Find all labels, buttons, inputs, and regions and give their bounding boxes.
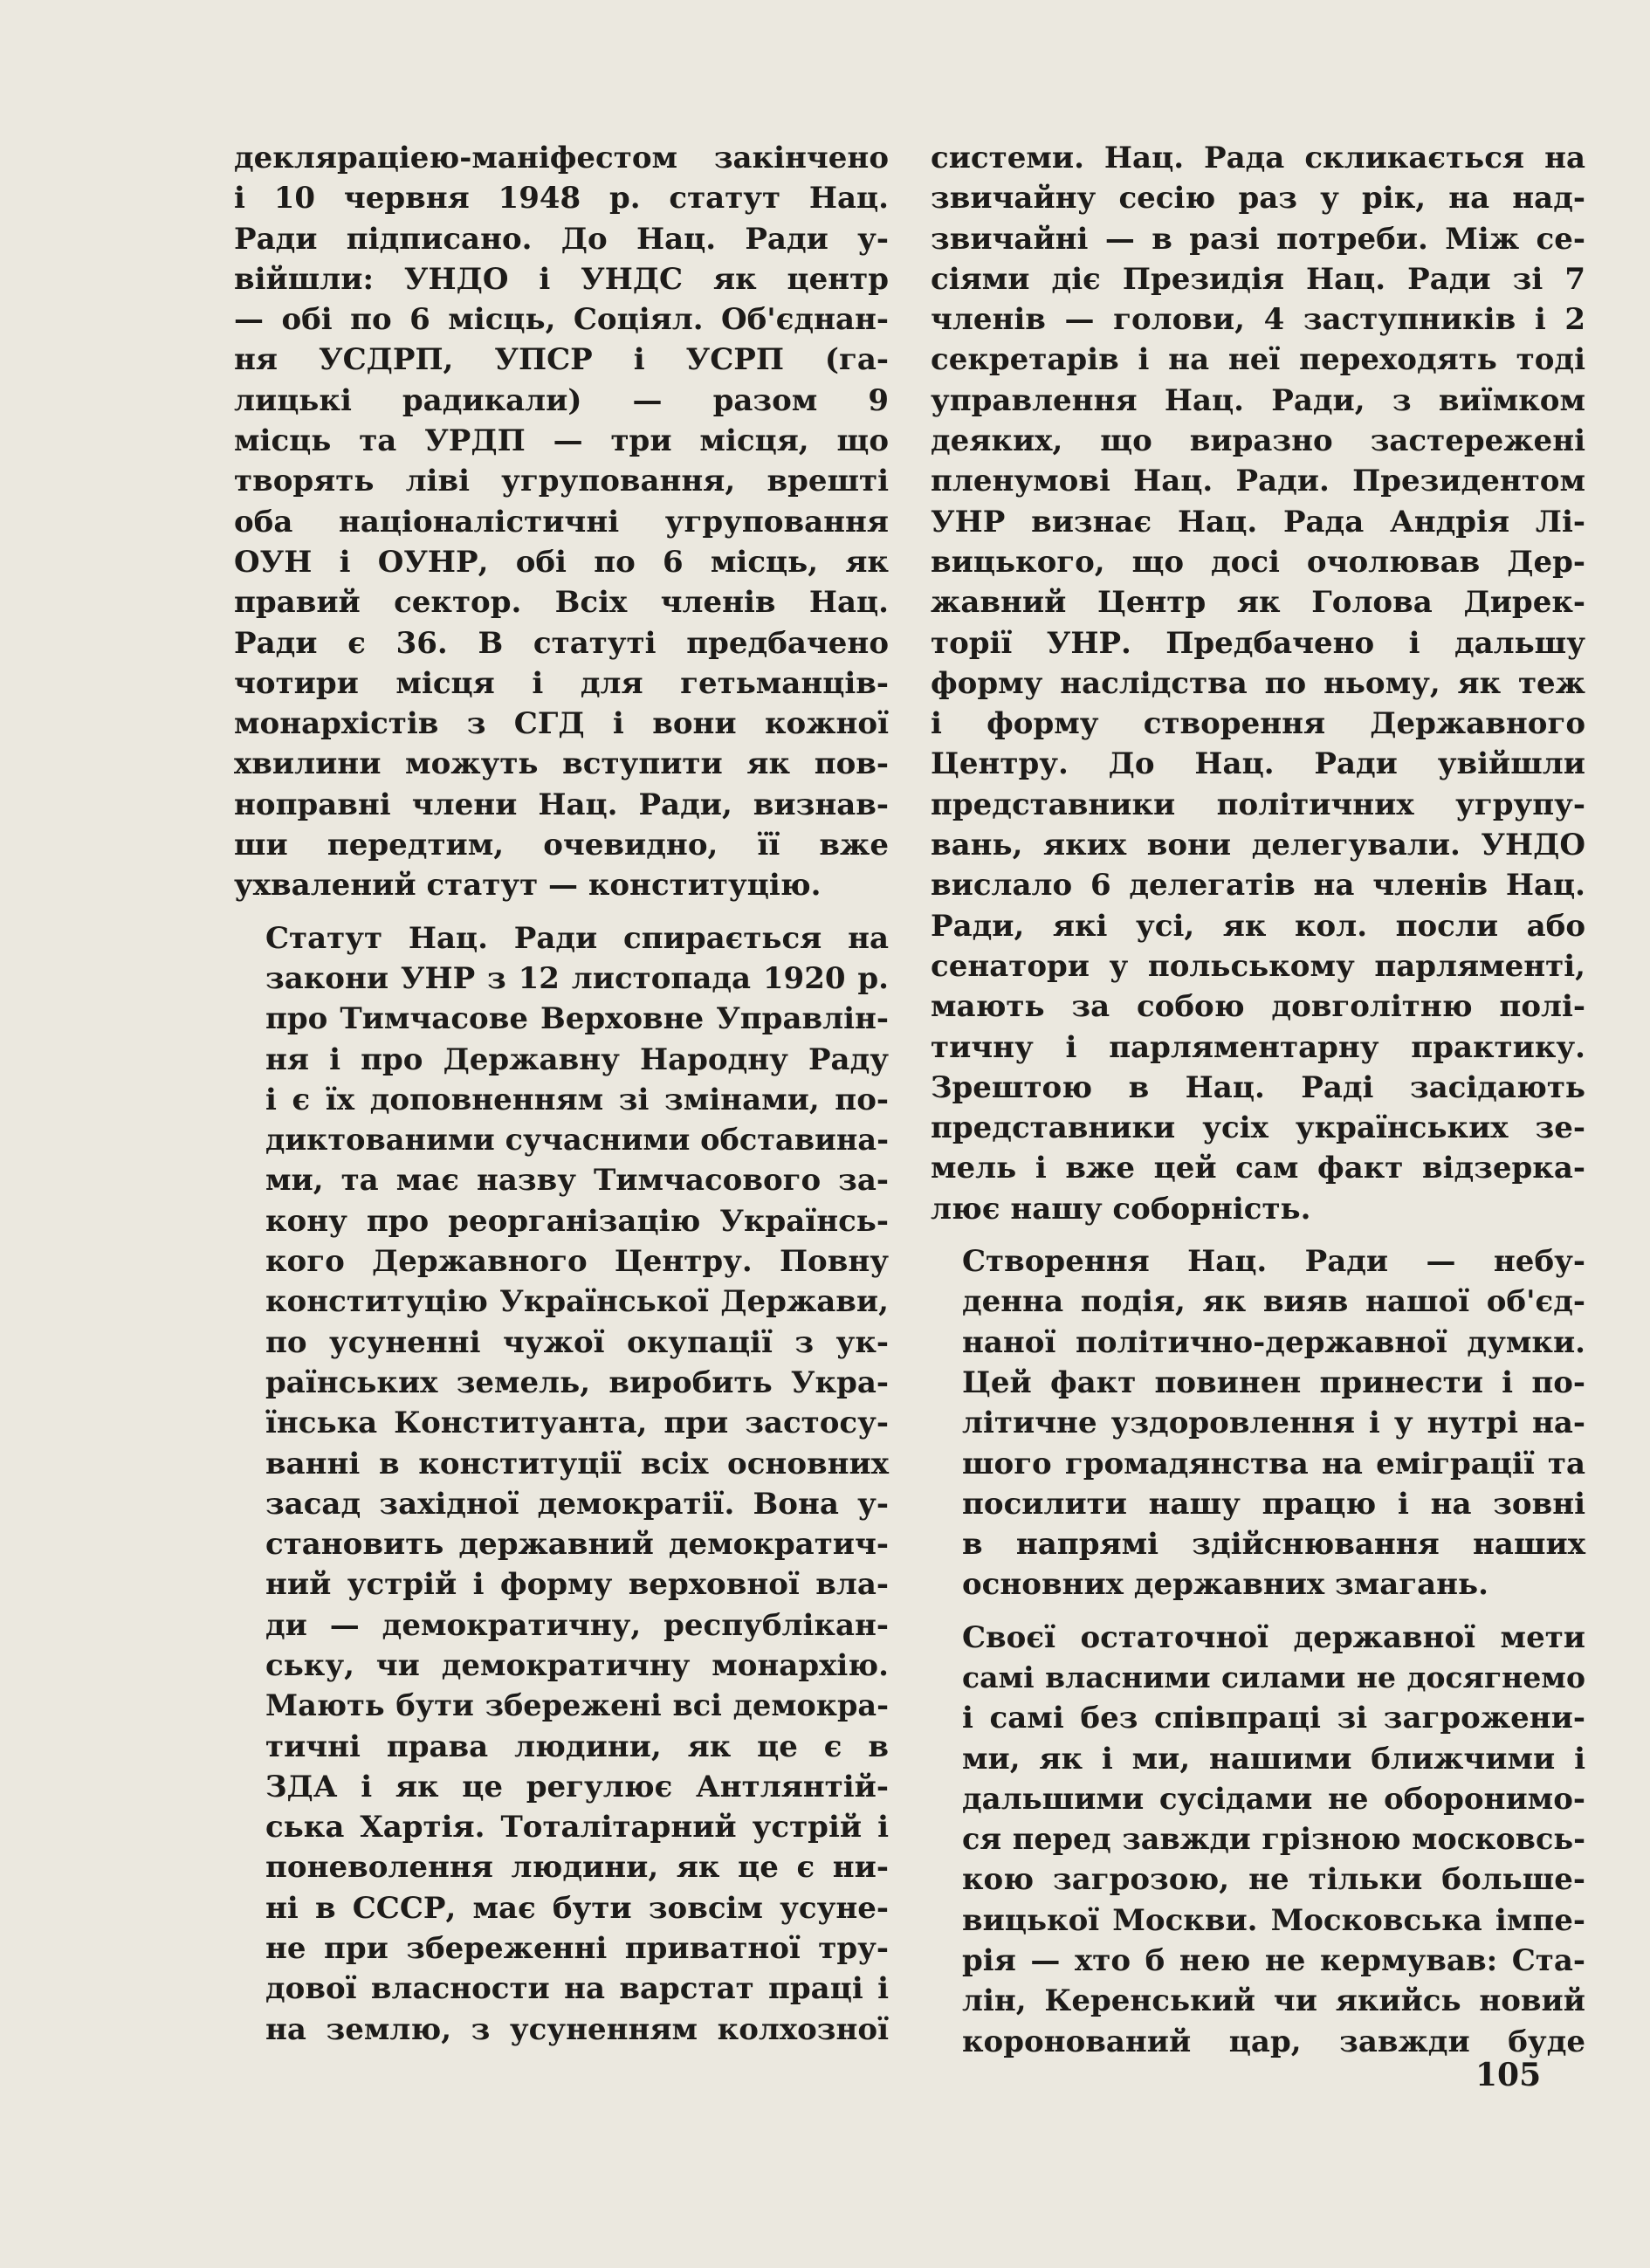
text-line: хвилини можуть вступити як пов- <box>234 746 889 782</box>
text-line: на землю, з усуненням колхозної <box>265 2011 889 2047</box>
right-column <box>931 138 1585 2062</box>
text-line: тичні права людини, як це є в <box>265 1728 889 1764</box>
text-line: ську, чи демократичну монархію. <box>265 1647 889 1683</box>
text-line: мель і вже цей сам факт відзеркa- <box>931 1151 1585 1186</box>
text-line: літичне уздоровлення і у нутрі на- <box>962 1405 1585 1441</box>
text-line: торії УНР. Предбачено і дальшу <box>931 625 1585 661</box>
text-line: дальшими сусідами не оборонимо- <box>962 1781 1585 1817</box>
text-line: ми, та має назву Тимчасового за- <box>265 1163 889 1199</box>
text-line: диктованими сучасними обставина- <box>265 1123 889 1158</box>
text-line: наної політично-державної думки. <box>962 1324 1585 1360</box>
text-line: ди — демократичну, республікан- <box>265 1607 889 1643</box>
text-line: закони УНР з 12 листопада 1920 р. <box>265 960 889 996</box>
text-line: ноправні члени Нац. Ради, визнав- <box>234 787 889 822</box>
text-line: поневолення людини, як це є ни- <box>265 1850 889 1886</box>
text-line: не при збереженні приватної тру- <box>265 1931 889 1967</box>
text-line: вицького, що досі очолював Дер- <box>931 544 1585 580</box>
text-line: монархістів з СГД і вони кожної <box>234 706 889 742</box>
text-line: вислало 6 делегатів на членів Нац. <box>931 868 1585 904</box>
text-line: системи. Нац. Рада скликається на <box>931 141 1585 175</box>
text-line: і самі без співпраці зі загрожени- <box>962 1701 1585 1736</box>
text-line: дової власности на варстат праці і <box>265 1971 889 2007</box>
text-line: чотири місця і для гетьманців- <box>234 665 889 701</box>
paragraph <box>931 138 1585 1229</box>
text-line: основних державних змагань. <box>962 1567 1488 1603</box>
paragraph <box>931 1241 1585 1605</box>
text-line: ний устрій і форму верховної вла- <box>265 1567 889 1603</box>
text-line: пленумові Нац. Ради. Президентом <box>931 464 1585 499</box>
text-line: представники усіх українських зе- <box>931 1110 1585 1146</box>
text-line: мають за собою довголітню полі- <box>931 989 1585 1025</box>
text-line: ня УСДРП, УПСР і УСРП (га- <box>234 342 889 378</box>
text-line: ЗДА і як це регулює Антлянтій- <box>265 1769 889 1804</box>
text-line: кону про реорганізацію Українсь- <box>265 1203 889 1239</box>
text-line: раїнських земель, виробить Укра- <box>265 1364 889 1400</box>
paragraph <box>234 918 889 2050</box>
text-line: про Тимчасове Верховне Управлін- <box>265 1001 889 1037</box>
text-line: творять ліві угруповання, врешті <box>234 464 889 499</box>
text-line: звичайну сесію раз у рік, на над- <box>931 181 1585 216</box>
text-line: декляраціею-маніфестом закінчено <box>234 141 889 175</box>
text-line: представники політичних угрупу- <box>931 787 1585 822</box>
text-line: правий сектор. Всіх членів Нац. <box>234 585 889 621</box>
text-line: УНР визнає Нац. Рада Андрія Лі- <box>931 504 1585 540</box>
text-line: сенатори у польському парляменті, <box>931 948 1585 984</box>
text-line: управлення Нац. Ради, з виїмком <box>931 382 1585 418</box>
text-line: оба націоналістичні угруповання <box>234 504 889 540</box>
text-line: рія — хто б нею не кермував: Ста- <box>962 1943 1585 1979</box>
text-line: засад західної демократії. Вона у- <box>265 1486 889 1522</box>
text-line: Центру. До Нац. Ради увійшли <box>931 746 1585 782</box>
text-line: Мають бути збережені всі демокра- <box>265 1688 889 1723</box>
text-line: ОУН і ОУНР, обі по 6 місць, як <box>234 544 889 580</box>
text-line: Ради є 36. В статуті предбачено <box>234 625 889 661</box>
text-line: кого Державного Центру. Повну <box>265 1244 889 1280</box>
text-line: звичайні — в разі потреби. Між се- <box>931 221 1585 257</box>
text-line: Цей факт повинен принести і по- <box>962 1364 1585 1400</box>
text-line: секретарів і на неї переходять тоді <box>931 342 1585 378</box>
text-line: тичну і парляментарну практику. <box>931 1029 1585 1065</box>
text-line: — обі по 6 місць, Соціял. Об'єднан- <box>234 302 889 338</box>
text-line: ухвалений статут — конституцію. <box>234 868 822 904</box>
text-line: членів — голови, 4 заступників і 2 <box>931 302 1585 338</box>
text-line: і форму створення Державного <box>931 706 1585 742</box>
text-line: денна подія, як вияв нашої об'єд- <box>962 1284 1585 1320</box>
text-line: Ради, які усі, як кол. посли або <box>931 908 1585 944</box>
left-column <box>234 138 889 2050</box>
text-line: ська Хартія. Тоталітарний устрій і <box>265 1810 889 1845</box>
text-line: ми, як і ми, нашими ближчими і <box>962 1741 1585 1777</box>
text-line: самі власними силами не досягнемо <box>962 1660 1585 1694</box>
text-line: жавний Центр як Голова Дирек- <box>931 585 1585 621</box>
text-line: форму наслідства по ньому, як теж <box>931 665 1585 701</box>
text-line: деяких, що виразно застережені <box>931 423 1585 459</box>
text-line: місць та УРДП — три місця, що <box>234 423 889 459</box>
text-line: сіями діє Президія Нац. Ради зі 7 <box>931 261 1585 297</box>
text-line: лює нашу соборність. <box>931 1191 1311 1227</box>
text-line: конституцію Української Держави, <box>265 1284 889 1320</box>
text-line: шого громадянства на еміграції та <box>962 1446 1585 1481</box>
text-line: по усуненні чужої окупації з ук- <box>265 1324 889 1360</box>
text-line: їнська Конституанта, при застосу- <box>265 1405 889 1441</box>
text-line: становить державний демократич- <box>265 1527 889 1563</box>
paragraph <box>234 138 889 906</box>
text-line: посилити нашу працю і на зовні <box>962 1486 1585 1522</box>
text-line: ня і про Державну Народну Раду <box>265 1041 889 1077</box>
text-line: ванні в конституції всіх основних <box>265 1446 889 1481</box>
text-line: вицької Москви. Московська імпе- <box>962 1902 1585 1938</box>
text-line: Своєї остаточної державної мети <box>962 1619 1585 1655</box>
text-line: коронований цар, завжди буде <box>962 2024 1585 2059</box>
text-line: в напрямі здійснювання наших <box>962 1527 1585 1563</box>
text-line: ши передтим, очевидно, її вже <box>234 828 889 863</box>
text-line: лицькі радикали) — разом 9 <box>234 382 889 418</box>
text-line: ні в СССР, має бути зовсім усуне- <box>265 1890 889 1926</box>
text-line: війшли: УНДО і УНДС як центр <box>234 261 889 297</box>
paragraph <box>931 1618 1585 2062</box>
text-line: Статут Нац. Ради спирається на <box>265 920 889 956</box>
text-line: вань, яких вони делегували. УНДО <box>931 828 1585 863</box>
text-line: і 10 червня 1948 р. статут Нац. <box>234 181 889 216</box>
text-line: Створення Нац. Ради — небу- <box>962 1244 1585 1280</box>
text-line: лін, Керенський чи якийсь новий <box>962 1983 1585 2019</box>
text-line: кою загрозою, не тільки больше- <box>962 1862 1585 1898</box>
text-line: Зрештою в Нац. Раді засідають <box>931 1069 1585 1105</box>
text-line: ся перед завжди грізною московсь- <box>962 1822 1585 1857</box>
text-line: Ради підписано. До Нац. Ради у- <box>234 221 889 257</box>
text-line: і є їх доповненням зі змінами, по- <box>265 1082 889 1117</box>
page-number: 105 <box>1475 2057 1542 2093</box>
